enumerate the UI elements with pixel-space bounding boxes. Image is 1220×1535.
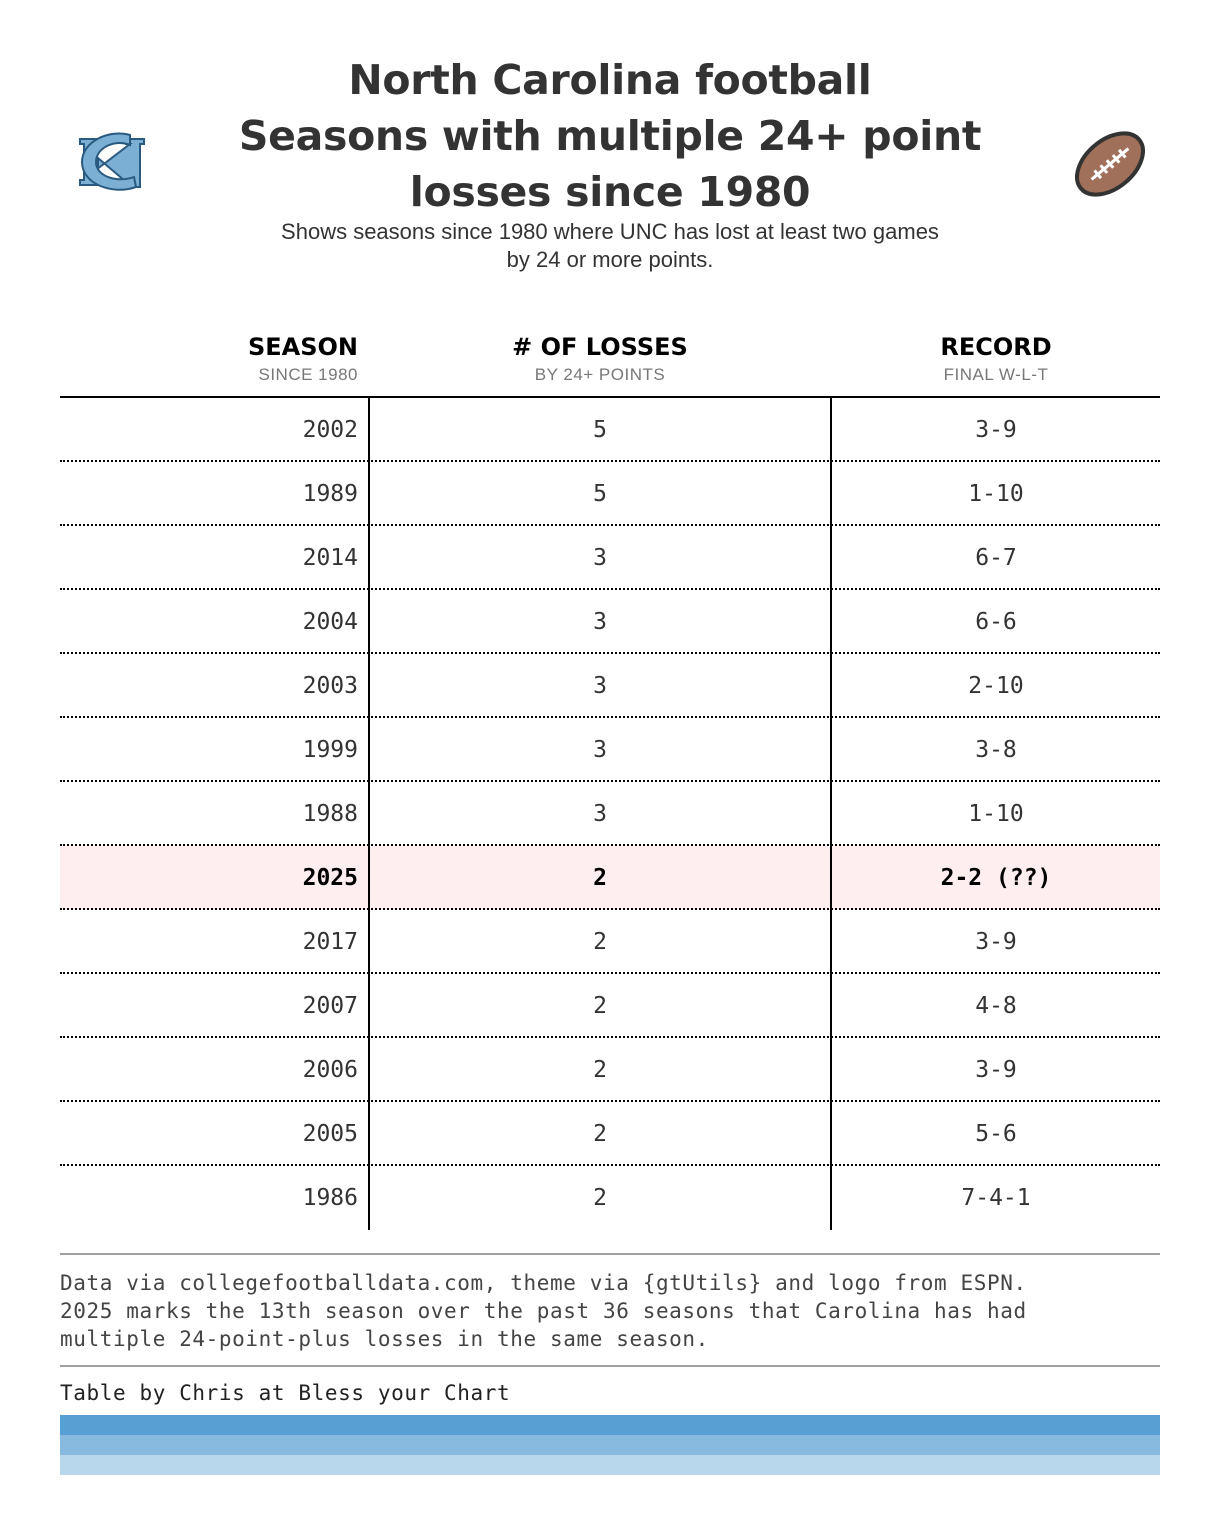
footer-rule <box>60 1365 1160 1367</box>
table-row <box>60 590 1160 654</box>
footer-rule <box>60 1253 1160 1255</box>
season-cell: 1989 <box>302 481 358 507</box>
season-cell: 2014 <box>302 545 358 571</box>
column-sublabel: SINCE 1980 <box>258 365 358 384</box>
losses-cell: 3 <box>593 737 607 763</box>
unc-nc-logo-icon <box>70 127 160 197</box>
season-cell: 2006 <box>302 1057 358 1083</box>
column-divider <box>830 398 832 1230</box>
stripe <box>60 1435 1160 1455</box>
color-stripes <box>60 1415 1160 1475</box>
chart-title <box>220 52 1000 220</box>
column-label: RECORD <box>940 333 1052 361</box>
stripe <box>60 1415 1160 1435</box>
source-note <box>60 1269 1160 1353</box>
record-cell: 4-8 <box>975 993 1017 1019</box>
table-row <box>60 782 1160 846</box>
record-cell: 1-10 <box>968 801 1024 827</box>
season-cell: 2005 <box>302 1121 358 1147</box>
season-cell: 2017 <box>302 929 358 955</box>
losses-cell: 5 <box>593 417 607 443</box>
source-line: 2025 marks the 13th season over the past 36 seasons that Carolina has had <box>60 1299 1027 1323</box>
losses-cell: 2 <box>593 1121 607 1147</box>
losses-cell: 2 <box>593 1185 607 1211</box>
chart-subtitle <box>210 218 1010 274</box>
losses-cell: 3 <box>593 545 607 571</box>
season-cell: 2007 <box>302 993 358 1019</box>
source-line: Data via collegefootballdata.com, theme via {gtUtils} and logo from ESPN. <box>60 1271 1027 1295</box>
record-cell: 3-9 <box>975 1057 1017 1083</box>
table-row <box>60 462 1160 526</box>
table-row <box>60 1102 1160 1166</box>
title-line: North Carolina football <box>348 56 872 104</box>
header <box>60 52 1160 292</box>
season-cell: 1988 <box>302 801 358 827</box>
table-row <box>60 910 1160 974</box>
losses-cell: 2 <box>593 929 607 955</box>
season-cell: 1999 <box>302 737 358 763</box>
column-sublabel: BY 24+ POINTS <box>534 365 666 384</box>
title-line: losses since 1980 <box>409 168 811 216</box>
table-row <box>60 974 1160 1038</box>
season-cell: 2025 <box>302 865 358 891</box>
losses-cell: 2 <box>593 865 607 891</box>
table-body <box>60 398 1160 1230</box>
subtitle-line: Shows seasons since 1980 where UNC has lost at least two games <box>281 219 939 244</box>
column-label: # OF LOSSES <box>512 333 688 361</box>
column-label: SEASON <box>247 333 358 361</box>
record-cell: 3-9 <box>975 929 1017 955</box>
credit-line: Table by Chris at Bless your Chart <box>60 1381 511 1405</box>
record-cell: 6-6 <box>975 609 1017 635</box>
season-cell: 2004 <box>302 609 358 635</box>
column-divider <box>368 398 370 1230</box>
table-row <box>60 1166 1160 1230</box>
column-header-season <box>60 330 358 386</box>
stripe <box>60 1455 1160 1475</box>
column-sublabel: FINAL W-L-T <box>943 365 1049 384</box>
losses-cell: 2 <box>593 993 607 1019</box>
losses-cell: 2 <box>593 1057 607 1083</box>
season-cell: 1986 <box>302 1185 358 1211</box>
source-line: multiple 24-point-plus losses in the same season. <box>60 1327 709 1351</box>
record-cell: 7-4-1 <box>961 1185 1031 1211</box>
record-cell: 2-10 <box>968 673 1024 699</box>
column-header-losses <box>370 330 830 386</box>
record-cell: 2-2 (??) <box>940 865 1052 891</box>
column-header-record <box>832 330 1160 386</box>
table-row <box>60 718 1160 782</box>
losses-cell: 3 <box>593 609 607 635</box>
table-row <box>60 654 1160 718</box>
table-row <box>60 526 1160 590</box>
table-row <box>60 398 1160 462</box>
season-cell: 2003 <box>302 673 358 699</box>
record-cell: 5-6 <box>975 1121 1017 1147</box>
losses-cell: 5 <box>593 481 607 507</box>
record-cell: 6-7 <box>975 545 1017 571</box>
losses-cell: 3 <box>593 673 607 699</box>
subtitle-line: by 24 or more points. <box>506 247 714 272</box>
record-cell: 1-10 <box>968 481 1024 507</box>
table-row-highlighted <box>60 846 1160 910</box>
season-cell: 2002 <box>302 417 358 443</box>
record-cell: 3-9 <box>975 417 1017 443</box>
table-row <box>60 1038 1160 1102</box>
record-cell: 3-8 <box>975 737 1017 763</box>
title-line: Seasons with multiple 24+ point <box>238 112 982 160</box>
football-icon <box>1070 126 1150 202</box>
losses-cell: 3 <box>593 801 607 827</box>
